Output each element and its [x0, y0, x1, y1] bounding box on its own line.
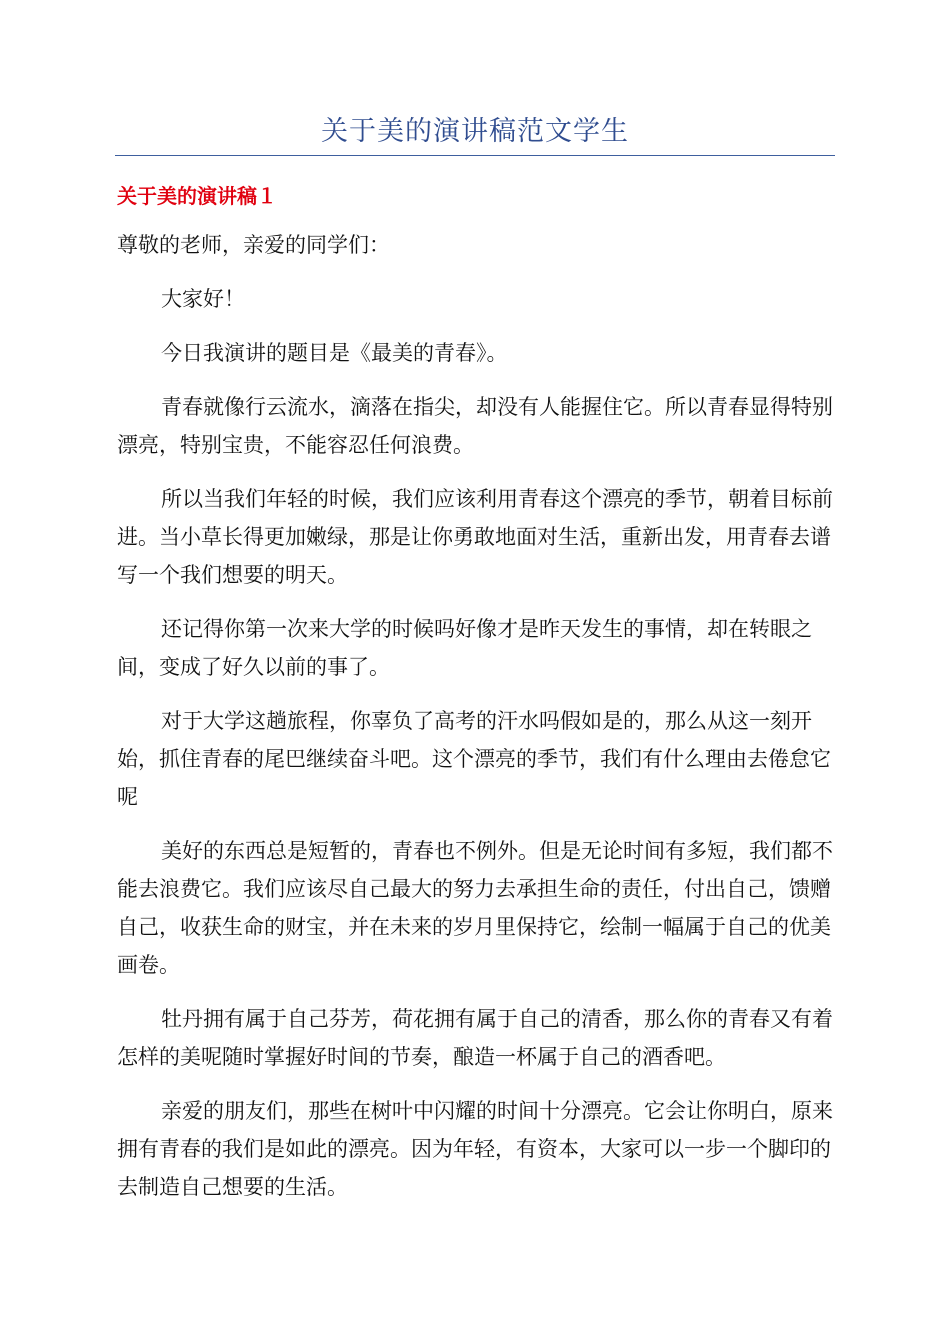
paragraph: 亲爱的朋友们，那些在树叶中闪耀的时间十分漂亮。它会让你明白，原来拥有青春的我们是如此的漂亮。因为年轻，有资本，大家可以一步一个脚印的去制造自己想要的生活。	[117, 1099, 833, 1199]
paragraph: 青春就像行云流水，滴落在指尖，却没有人能握住它。所以青春显得特别漂亮，特别宝贵，不能容忍任何浪费。	[117, 395, 833, 457]
paragraph: 美好的东西总是短暂的，青春也不例外。但是无论时间有多短，我们都不能去浪费它。我们应该尽自己最大的努力去承担生命的责任，付出自己，馈赠自己，收获生命的财宝，并在未来的岁月里保持它，绘制一幅属于自己的优美画卷。	[117, 839, 833, 977]
paragraph: 今日我演讲的题目是《最美的青春》。	[161, 341, 508, 365]
paragraph: 对于大学这趟旅程，你辜负了高考的汗水吗假如是的，那么从这一刻开始，抓住青春的尾巴继续奋斗吧。这个漂亮的季节，我们有什么理由去倦怠它呢	[117, 709, 831, 809]
document-body	[117, 226, 835, 1222]
paragraph: 所以当我们年轻的时候，我们应该利用青春这个漂亮的季节，朝着目标前进。当小草长得更加嫩绿，那是让你勇敢地面对生活，重新出发，用青春去谱写一个我们想要的明天。	[117, 487, 833, 587]
paragraph: 牡丹拥有属于自己芬芳，荷花拥有属于自己的清香，那么你的青春又有着怎样的美呢随时掌握好时间的节奏，酿造一杯属于自己的酒香吧。	[117, 1007, 833, 1069]
title-underline	[115, 155, 835, 156]
paragraph: 还记得你第一次来大学的时候吗好像才是昨天发生的事情，却在转眼之间，变成了好久以前的事了。	[117, 617, 812, 679]
section-heading: 关于美的演讲稿１	[117, 184, 277, 208]
paragraph: 大家好！	[161, 287, 245, 311]
document-title: 关于美的演讲稿范文学生	[321, 116, 629, 147]
salutation: 尊敬的老师，亲爱的同学们：	[117, 233, 390, 257]
